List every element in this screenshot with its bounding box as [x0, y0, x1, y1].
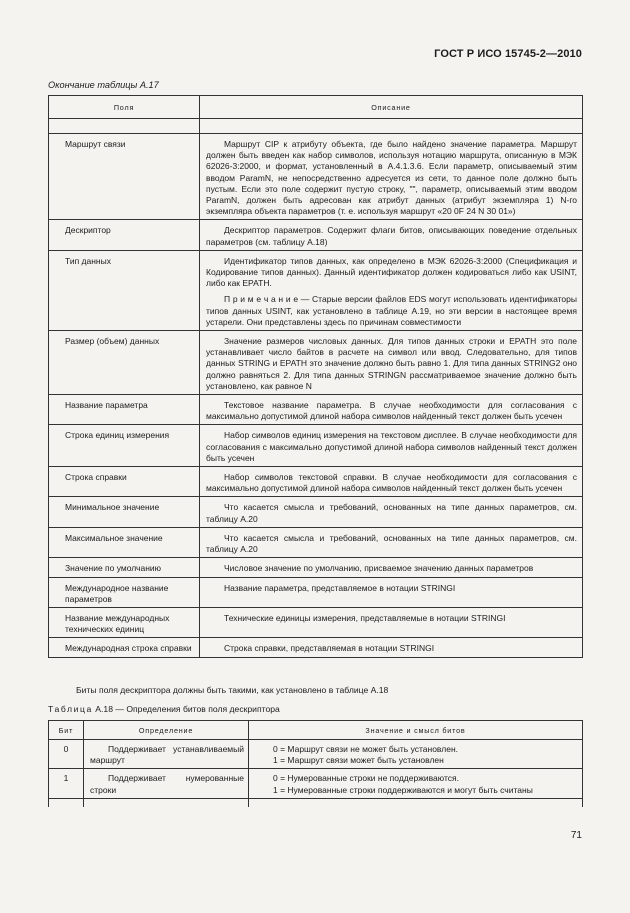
meaning-line: 0 = Нумерованные строки не поддерживаются.	[273, 773, 459, 784]
table-row	[49, 769, 583, 798]
table-header-row	[49, 96, 583, 119]
table-a18	[48, 720, 583, 807]
bit-cell: 1	[49, 769, 84, 798]
field-cell: Название параметра	[49, 395, 200, 425]
table-row	[49, 740, 583, 769]
field-cell: Размер (объем) данных	[49, 331, 200, 395]
table-row	[49, 250, 583, 330]
body-paragraph: Биты поля дескриптора должны быть такими, как установлено в таблице А.18	[76, 685, 389, 695]
definition-cell: Поддерживает нумерованные строки	[84, 769, 249, 798]
column-header-description: Описание	[200, 96, 583, 119]
table-a18-caption-label: Таблица	[48, 704, 93, 714]
table-row	[49, 527, 583, 557]
field-cell: Международное название параметров	[49, 577, 200, 607]
description-cell: Название параметра, представляемое в нотации STRINGI	[200, 577, 583, 607]
description-cell: Что касается смысла и требований, основанных на типе данных параметров, см. таблицу А.20	[200, 527, 583, 557]
column-header-bit: Бит	[49, 721, 84, 740]
column-header-definition: Определение	[84, 721, 249, 740]
field-cell: Дескриптор	[49, 220, 200, 250]
field-cell: Значение по умолчанию	[49, 558, 200, 577]
meaning-cell	[249, 769, 583, 798]
table-row	[49, 395, 583, 425]
table-row	[49, 558, 583, 577]
field-cell: Международная строка справки	[49, 638, 200, 657]
definition-cell: Поддерживает устанавливаемый маршрут	[84, 740, 249, 769]
meaning-cell	[249, 740, 583, 769]
column-header-meaning: Значение и смысл битов	[249, 721, 583, 740]
description-cell: Текстовое название параметра. В случае необходимости для согласования с максимально допустимой длиной набора символов найденный текст должен быть усечен	[200, 395, 583, 425]
field-cell: Название международных технических единиц	[49, 607, 200, 637]
table-row	[49, 607, 583, 637]
description-cell: Значение размеров числовых данных. Для типов данных строки и EPATH это поле устанавливает число байтов в расчете на символ или ввод. Следовательно, для типов данных STRING и EPATH это значение должно быть равно 1. Для типа данных STRING2 оно должно равняться 2. Для типа данных STRINGN рассматриваемое значение должно быть установлено, как равное N	[200, 331, 583, 395]
table-row	[49, 134, 583, 220]
meaning-line: 1 = Нумерованные строки поддерживаются и могут быть считаны	[273, 784, 533, 795]
description-cell: Числовое значение по умолчанию, присваемое значению данных параметров	[200, 558, 583, 577]
table-a17	[48, 95, 583, 658]
note-text: П р и м е ч а н и е — Старые версии файлов EDS могут использовать идентификаторы типов данных USINT, как установлено в таблице А.19, но эти версии в настоящее время устарели. Они представлены здесь по причинам совместимости	[206, 294, 577, 327]
meaning-line: 0 = Маршрут связи не может быть установлен.	[273, 744, 458, 754]
table-row	[49, 331, 583, 395]
table-a17-caption: Окончание таблицы А.17	[48, 80, 159, 90]
description-cell: Технические единицы измерения, представляемые в нотации STRINGI	[200, 607, 583, 637]
description-cell: Что касается смысла и требований, основанных на типе данных параметров, см. таблицу А.20	[200, 497, 583, 527]
meaning-line: 1 = Маршрут связи может быть установлен	[273, 755, 444, 766]
description-text: Идентификатор типов данных, как определено в МЭК 62026-3:2000 (Спецификация и Кодирование типов данных). Данный идентификатор должен кодироваться либо как USINT, либо как EPATH.	[206, 255, 577, 289]
bit-cell: 0	[49, 740, 84, 769]
table-row	[49, 425, 583, 467]
field-cell: Тип данных	[49, 250, 200, 330]
table-a18-caption-text: А.18 — Определения битов поля дескриптора	[95, 704, 280, 714]
description-cell: Набор символов единиц измерения на текстовом дисплее. В случае необходимости для согласования с максимально допустимой длиной набора символов найденный текст должен быть усечен	[200, 425, 583, 467]
field-cell: Минимальное значение	[49, 497, 200, 527]
description-cell: Маршрут CIP к атрибуту объекта, где было найдено значение параметра. Маршрут должен быть введен как набор символов, используя нотацию маршрута, описанную в МЭК 62026-3:2000, и формат, установленный в А.4.1.3.6. Если параметр, описываемый этим вводом ParamN, не непосредственно адресуется из сети, то данное поле должно быть пустым. Если это поле содержит пустую строку, "", параметр, описываемый этим вводом ParamN, должен быть адресован как атрибут данных (атрибут экземпляра 1) N-го экземпляра объекта параметров (т. е. используя маршрут «20 0F 24 N 30 01»)	[200, 134, 583, 220]
page-number: 71	[570, 830, 582, 841]
column-header-fields: Поля	[49, 96, 200, 119]
description-cell: Строка справки, представляемая в нотации STRINGI	[200, 638, 583, 657]
description-cell: Дескриптор параметров. Содержит флаги битов, описывающих поведение отдельных параметров (см. таблицу А.18)	[200, 220, 583, 250]
field-cell: Строка единиц измерения	[49, 425, 200, 467]
standard-header: ГОСТ Р ИСО 15745-2—2010	[434, 48, 582, 60]
field-cell: Максимальное значение	[49, 527, 200, 557]
table-row	[49, 220, 583, 250]
description-cell	[200, 250, 583, 330]
table-spacer-row	[49, 119, 583, 134]
field-cell: Маршрут связи	[49, 134, 200, 220]
table-row	[49, 467, 583, 497]
table-continuation-row	[49, 798, 583, 807]
description-cell: Набор символов текстовой справки. В случае необходимости для согласования с максимально допустимой длиной набора символов найденный текст должен быть усечен	[200, 467, 583, 497]
field-cell: Строка справки	[49, 467, 200, 497]
table-row	[49, 497, 583, 527]
table-header-row	[49, 721, 583, 740]
table-row	[49, 577, 583, 607]
table-row	[49, 638, 583, 657]
table-a18-caption	[48, 704, 280, 714]
